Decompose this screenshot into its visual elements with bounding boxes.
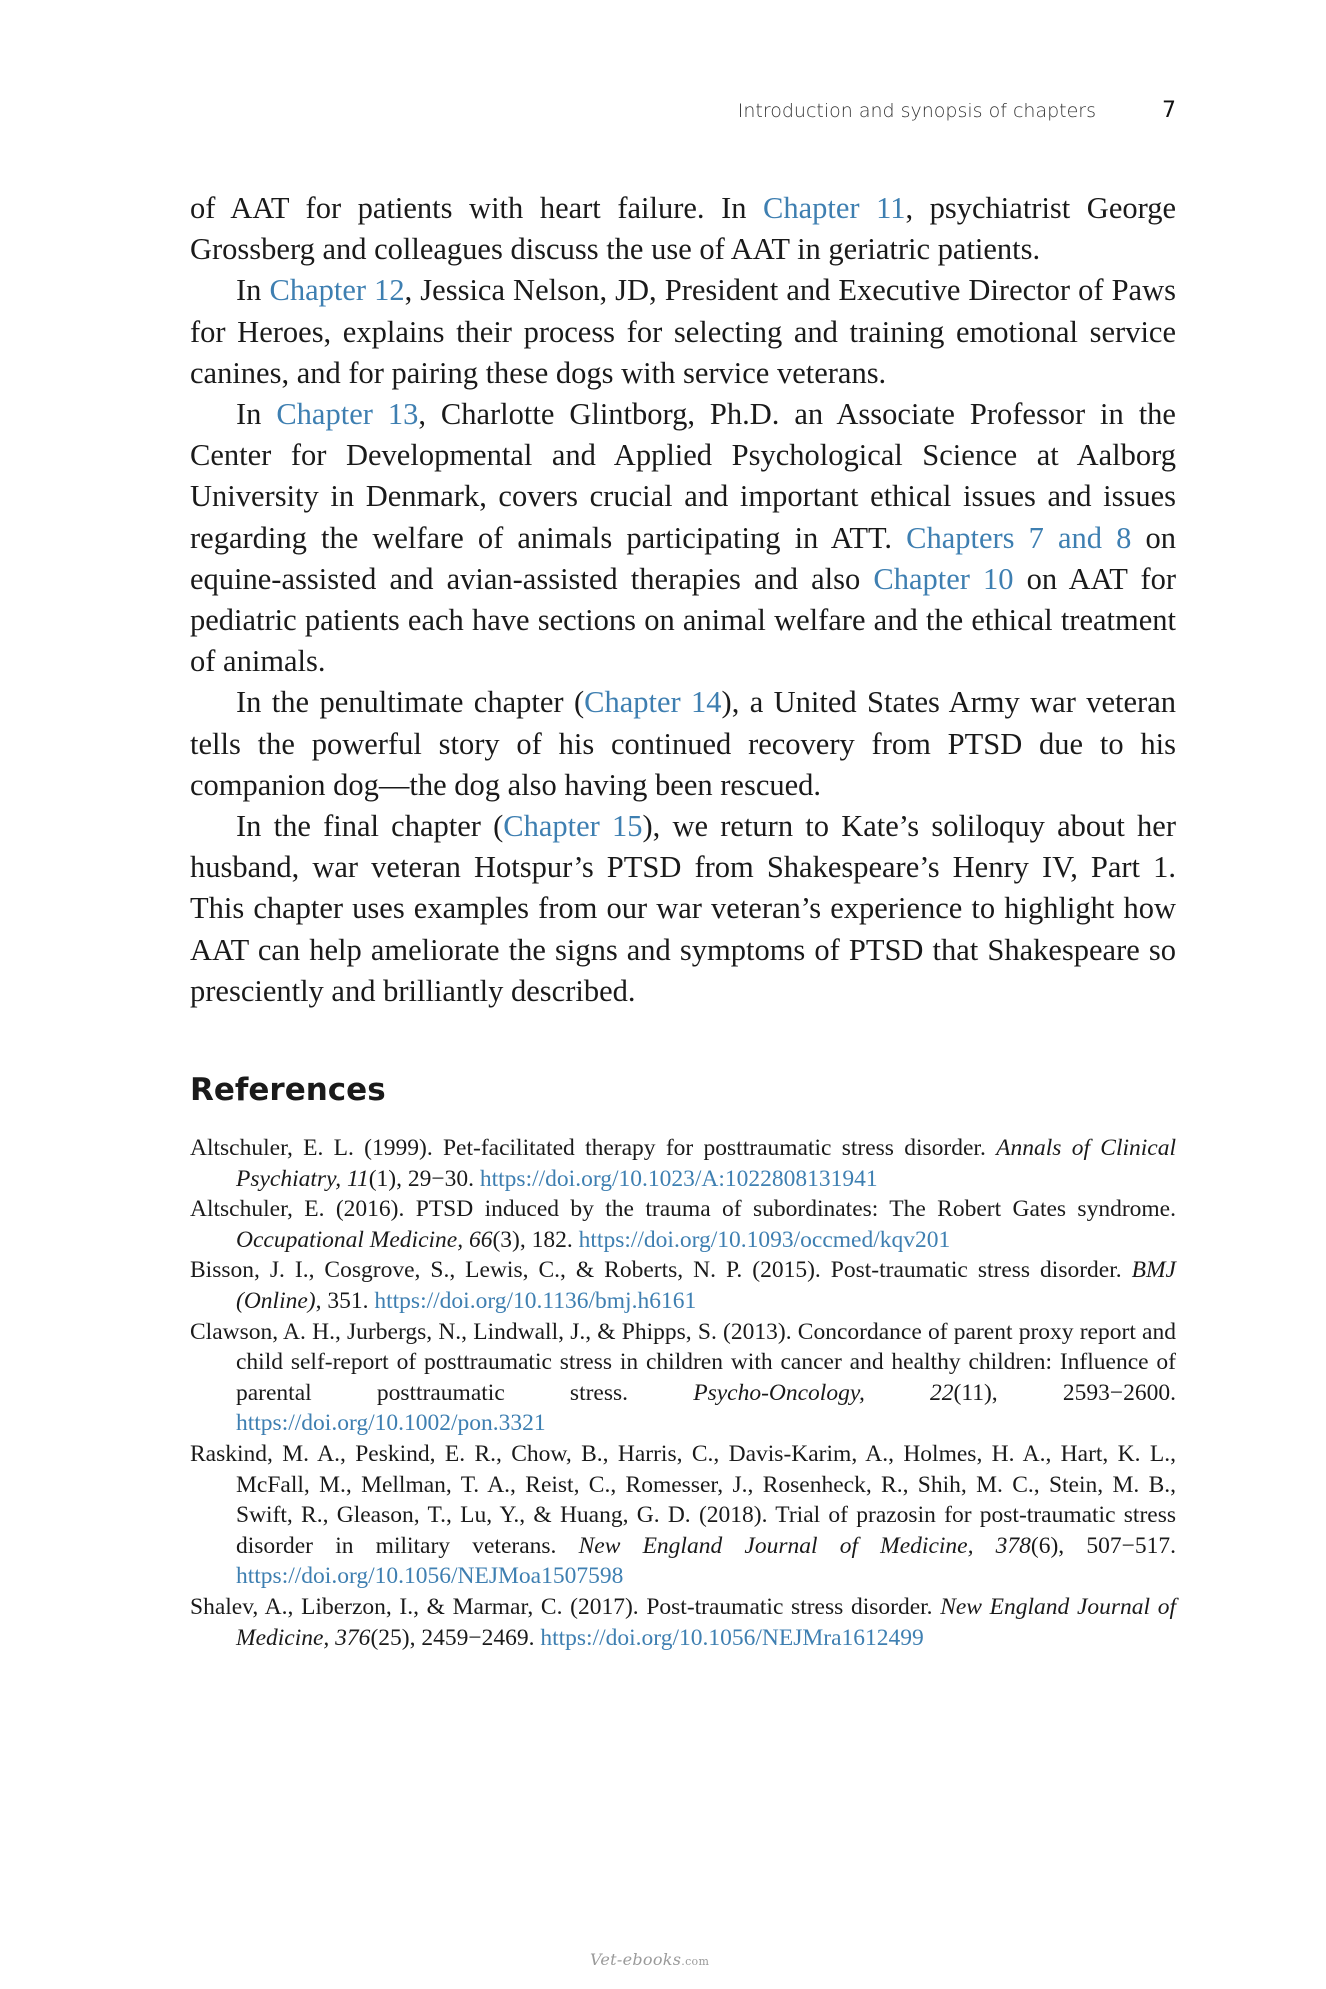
chapter-12-link[interactable]: Chapter 12 — [269, 273, 405, 308]
chapters-7-and-8-link[interactable]: Chapters 7 and 8 — [906, 520, 1132, 555]
reference-journal: BMJ (Online) — [236, 1257, 1176, 1314]
watermark-suffix: .com — [681, 1955, 710, 1968]
paragraph-2 — [190, 270, 1176, 394]
reference-details: (6), 507−517. — [1030, 1532, 1176, 1559]
reference-text: Raskind, M. A., Peskind, E. R., Chow, B., Harris, C., Davis-Karim, A., Holmes, H. A., Hart, K. L., McFall, M., Mellman, T. A., Reist, C., Romesser, J., Rosenheck, R., Shih, M. C., Stein, M. B., Swift, R., Gleason, T., Lu, Y., & Huang, G. D. (2018). Trial of prazosin for post-traumatic stress disorder in military veterans. — [190, 1440, 1176, 1559]
paragraph-1 — [190, 188, 1176, 270]
reference-details: (11), 2593−2600. — [953, 1379, 1176, 1406]
reference-details: (3), 182. — [492, 1226, 579, 1253]
reference-journal: New England Journal of Medicine, 376 — [236, 1593, 1177, 1651]
text-run: In — [236, 273, 270, 308]
reference-item — [190, 1439, 1176, 1592]
reference-list — [190, 1133, 1176, 1653]
doi-link[interactable]: https://doi.org/10.1093/occmed/kqv201 — [578, 1226, 951, 1253]
reference-journal: Occupational Medicine, 66 — [236, 1226, 493, 1253]
text-run: , psychiatrist George Grossberg and colleagues discuss the use of AAT in geriatric patients. — [190, 191, 1177, 267]
references-heading: References — [190, 1072, 386, 1108]
reference-item — [190, 1255, 1176, 1316]
chapter-14-link[interactable]: Chapter 14 — [584, 685, 722, 720]
watermark-text: Vet-ebooks — [590, 1950, 682, 1969]
chapter-13-link[interactable]: Chapter 13 — [276, 397, 419, 432]
reference-text: Shalev, A., Liberzon, I., & Marmar, C. (2017). Post-traumatic stress disorder. — [190, 1593, 941, 1620]
reference-journal: Psycho-Oncology, 22 — [693, 1379, 954, 1406]
chapter-11-link[interactable]: Chapter 11 — [763, 191, 906, 225]
doi-link[interactable]: https://doi.org/10.1056/NEJMoa1507598 — [236, 1563, 624, 1590]
text-run: on AAT for pediatric patients each have sections on animal welfare and the ethical treatment of animals. — [190, 561, 1177, 679]
reference-text: Altschuler, E. L. (1999). Pet-facilitated therapy for posttraumatic stress disorder. — [190, 1135, 997, 1161]
reference-details: (1), 29−30. — [368, 1165, 480, 1192]
text-run: on equine-assisted and avian-assisted therapies and also — [190, 520, 1176, 596]
paragraph-3 — [190, 394, 1176, 682]
paragraph-4 — [190, 682, 1176, 806]
text-run: In the final chapter ( — [236, 809, 504, 844]
reference-details: (25), 2459−2469. — [370, 1624, 541, 1651]
chapter-10-link[interactable]: Chapter 10 — [873, 561, 1014, 596]
text-run: In — [236, 397, 277, 432]
text-run: of AAT for patients with heart failure. In — [190, 191, 764, 225]
chapter-15-link[interactable]: Chapter 15 — [503, 809, 643, 844]
reference-text: Bisson, J. I., Cosgrove, S., Lewis, C., & Roberts, N. P. (2015). Post-traumatic stress disorder. — [190, 1257, 1132, 1284]
reference-text: Altschuler, E. (2016). PTSD induced by the trauma of subordinates: The Robert Gates syndrome. — [190, 1196, 1176, 1223]
body-text — [190, 188, 1176, 1012]
text-run: ), we return to Kate’s soliloquy about her husband, war veteran Hotspur’s PTSD from Shakespeare’s Henry IV, Part 1. This chapter uses examples from our war veteran’s experience to highlight how AAT can help ameliorate the signs and symptoms of PTSD that Shakespeare so presciently and brilliantly described. — [190, 809, 1176, 1008]
text-run: ), a United States Army war veteran tells the powerful story of his continued recovery from PTSD due to his companion dog—the dog also having been rescued. — [190, 685, 1176, 802]
reference-item — [190, 1592, 1176, 1653]
reference-text: Clawson, A. H., Jurbergs, N., Lindwall, J., & Phipps, S. (2013). Concordance of parent proxy report and child self-report of posttraumatic stress in children with cancer and healthy children: Influence of parental posttraumatic stress. — [190, 1318, 1176, 1406]
running-title: Introduction and synopsis of chapters — [737, 100, 1096, 122]
text-run: , Charlotte Glintborg, Ph.D. an Associate Professor in the Center for Developmental and Applied Psychological Science at Aalborg University in Denmark, covers crucial and important ethical issues and issues regarding the welfare of animals participating in ATT. — [190, 397, 1176, 555]
reference-item — [190, 1133, 1176, 1194]
text-run: , Jessica Nelson, JD, President and Executive Director of Paws for Heroes, explains their process for selecting and training emotional service canines, and for pairing these dogs with service veterans. — [190, 273, 1176, 390]
paragraph-5 — [190, 806, 1176, 1012]
reference-item — [190, 1317, 1176, 1439]
reference-journal: New England Journal of Medicine, 378 — [578, 1532, 1031, 1559]
watermark-logo — [590, 1950, 709, 1969]
doi-link[interactable]: https://doi.org/10.1023/A:1022808131941 — [479, 1165, 878, 1192]
text-run: In the penultimate chapter ( — [236, 685, 585, 720]
doi-link[interactable]: https://doi.org/10.1002/pon.3321 — [236, 1410, 546, 1437]
doi-link[interactable]: https://doi.org/10.1056/NEJMra1612499 — [540, 1624, 924, 1651]
doi-link[interactable]: https://doi.org/10.1136/bmj.h6161 — [374, 1287, 697, 1314]
reference-item — [190, 1194, 1176, 1255]
reference-journal: Annals of Clinical Psychiatry, 11 — [236, 1135, 1177, 1192]
page-number: 7 — [1162, 98, 1176, 123]
running-head — [700, 98, 1176, 123]
reference-details: , 351. — [315, 1287, 375, 1314]
